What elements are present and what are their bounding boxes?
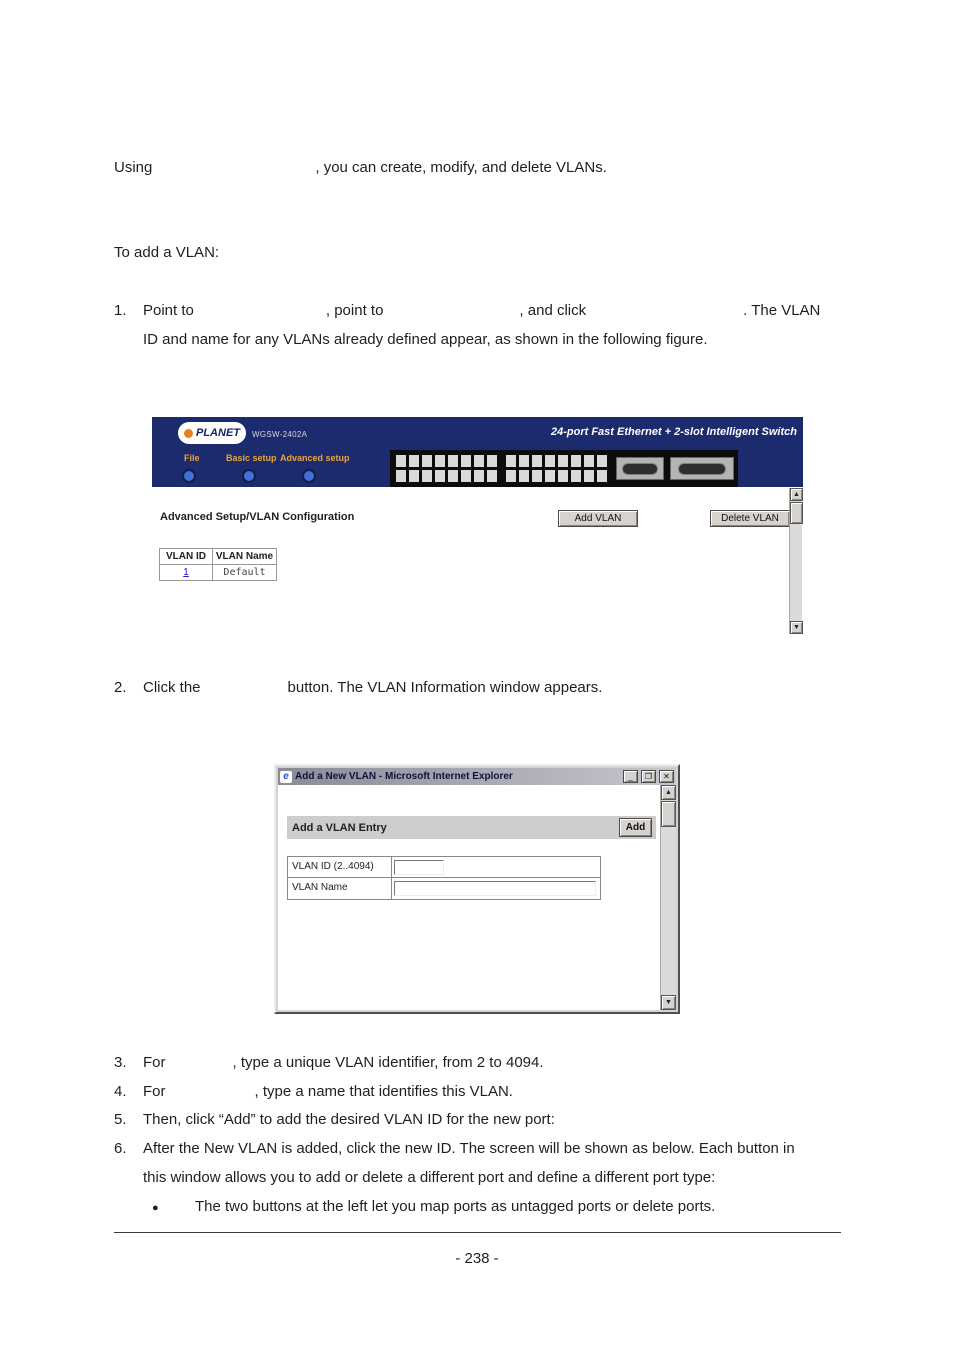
uplink-slot-1-oval — [622, 463, 658, 475]
uplink-slot-1 — [616, 457, 664, 480]
intro-paragraph — [114, 153, 607, 182]
step-6-text-a: After the New VLAN is added, click the new ID. The screen will be shown as below. Each button in — [143, 1140, 795, 1157]
scroll-up-icon: ▲ — [665, 789, 672, 796]
intro-prefix: Using — [114, 159, 153, 176]
scrollbar-thumb[interactable] — [661, 801, 676, 827]
add-vlan-entry-title: Add a VLAN Entry — [292, 821, 387, 834]
delete-vlan-button[interactable]: Delete VLAN — [710, 510, 790, 527]
ie-window-screenshot — [274, 764, 680, 1014]
close-icon: ✕ — [663, 772, 670, 781]
table-row — [160, 565, 277, 581]
step-1-text-a: Point to — [143, 302, 194, 319]
scroll-up-button[interactable] — [790, 488, 803, 501]
scroll-up-icon: ▲ — [793, 491, 800, 498]
switch-menu-bar — [152, 450, 803, 487]
redacted-term-gap — [201, 691, 288, 692]
redacted-term-gap — [152, 171, 315, 172]
menu-item-file[interactable]: File — [184, 453, 200, 463]
menu-button-file[interactable] — [182, 469, 196, 483]
vlan-id-cell — [159, 564, 213, 581]
step-4-text-b: , type a name that identifies this VLAN. — [254, 1083, 513, 1100]
step-number: 4. — [114, 1083, 127, 1100]
step-3-text-a: For — [143, 1054, 166, 1071]
vlan-name-row — [288, 878, 600, 899]
add-vlan-entry-header — [287, 816, 656, 839]
step-5-text: Then, click “Add” to add the desired VLAN ID for the new port: — [143, 1111, 555, 1128]
scroll-down-icon: ▼ — [793, 624, 800, 631]
menu-item-advanced-setup[interactable]: Advanced setup — [280, 453, 350, 463]
vlan-id-input[interactable] — [394, 860, 444, 875]
switch-screenshot — [152, 417, 803, 635]
step-6-line-2: this window allows you to add or delete a different port and define a different port type: — [143, 1169, 716, 1186]
bullet-text: The two buttons at the left let you map ports as untagged ports or delete ports. — [195, 1198, 716, 1215]
minimize-button[interactable] — [623, 770, 638, 783]
scroll-down-icon: ▼ — [665, 999, 672, 1006]
switch-scrollbar[interactable] — [789, 488, 802, 634]
step-2 — [114, 673, 602, 702]
vlan-id-row — [288, 857, 600, 878]
vlan-name-label: VLAN Name — [288, 878, 392, 899]
step-6 — [114, 1134, 854, 1192]
menu-button-advanced-setup[interactable] — [302, 469, 316, 483]
rj45-port-group-2 — [506, 455, 608, 482]
scroll-down-button[interactable] — [790, 621, 803, 634]
step-number: 3. — [114, 1054, 127, 1071]
planet-logo-text: PLANET — [196, 427, 240, 439]
maximize-icon: ❐ — [644, 772, 653, 781]
step-number: 2. — [114, 679, 127, 696]
ie-client-area — [278, 785, 676, 1010]
step-1 — [114, 296, 854, 354]
vlan-config-section-title: Advanced Setup/VLAN Configuration — [160, 511, 355, 523]
step-1-text-d: . The VLAN — [743, 302, 821, 319]
add-vlan-heading: To add a VLAN: — [114, 244, 220, 261]
scroll-up-button[interactable] — [661, 785, 676, 800]
menu-button-basic-setup[interactable] — [242, 469, 256, 483]
maximize-button[interactable] — [641, 770, 656, 783]
add-button[interactable]: Add — [619, 818, 652, 837]
step-5 — [114, 1105, 555, 1134]
switch-front-panel-image — [390, 450, 738, 487]
menu-item-basic-setup[interactable]: Basic setup — [226, 453, 277, 463]
vlan-id-label: VLAN ID (2..4094) — [288, 857, 392, 877]
switch-header-bar — [152, 417, 803, 450]
ie-logo-icon: e — [280, 771, 292, 783]
vlan-entry-form — [287, 856, 601, 900]
vlan-table-header-row — [160, 549, 277, 565]
step-1-text-c: , and click — [519, 302, 587, 319]
add-vlan-button[interactable]: Add VLAN — [558, 510, 638, 527]
planet-logo-icon — [184, 429, 193, 438]
scroll-down-button[interactable] — [661, 995, 676, 1010]
close-button[interactable] — [659, 770, 674, 783]
uplink-slot-2-oval — [678, 463, 726, 475]
redacted-term-gap — [166, 1095, 255, 1096]
redacted-term-gap — [586, 314, 743, 315]
step-3 — [114, 1048, 544, 1077]
step-1-text-b: , point to — [325, 302, 384, 319]
vlan-table — [160, 549, 277, 581]
redacted-term-gap — [194, 314, 326, 315]
step-number: 6. — [114, 1140, 127, 1157]
step-2-text-a: Click the — [143, 679, 201, 696]
step-4-text-a: For — [143, 1083, 166, 1100]
footer-divider — [114, 1232, 841, 1233]
step-3-text-b: , type a unique VLAN identifier, from 2 to 4094. — [232, 1054, 544, 1071]
vlan-id-link[interactable]: 1 — [183, 567, 189, 578]
step-6-line-1 — [114, 1134, 854, 1163]
rj45-port-group-1 — [396, 455, 498, 482]
vlan-name-input[interactable] — [394, 881, 596, 896]
redacted-term-gap — [383, 314, 519, 315]
bullet-item — [152, 1192, 715, 1223]
planet-logo — [178, 422, 246, 444]
ie-window-title: Add a New VLAN - Microsoft Internet Explorer — [295, 771, 513, 782]
step-2-text-b: button. The VLAN Information window appears. — [287, 679, 603, 696]
step-4 — [114, 1077, 513, 1106]
ie-scrollbar[interactable] — [660, 785, 676, 1010]
step-number: 5. — [114, 1111, 127, 1128]
ie-title-bar — [278, 768, 676, 785]
minimize-icon: _ — [628, 772, 633, 781]
switch-content-area — [152, 487, 803, 635]
step-1-line-1 — [114, 296, 854, 325]
scrollbar-thumb[interactable] — [790, 502, 803, 524]
switch-banner-text: 24-port Fast Ethernet + 2-slot Intelligent Switch — [550, 426, 797, 438]
redacted-term-gap — [166, 1066, 233, 1067]
intro-suffix: , you can create, modify, and delete VLANs. — [315, 159, 607, 176]
vlan-name-cell: Default — [212, 564, 277, 581]
vlan-name-header: VLAN Name — [212, 548, 277, 565]
step-number: 1. — [114, 302, 127, 319]
step-1-line-2: ID and name for any VLANs already defined appear, as shown in the following figure. — [143, 331, 708, 348]
vlan-id-header: VLAN ID — [159, 548, 213, 565]
uplink-slot-2 — [670, 457, 734, 480]
switch-model-label: WGSW-2402A — [252, 430, 308, 439]
bullet-icon: ● — [152, 1202, 159, 1214]
page-number: - 238 - — [455, 1250, 499, 1267]
